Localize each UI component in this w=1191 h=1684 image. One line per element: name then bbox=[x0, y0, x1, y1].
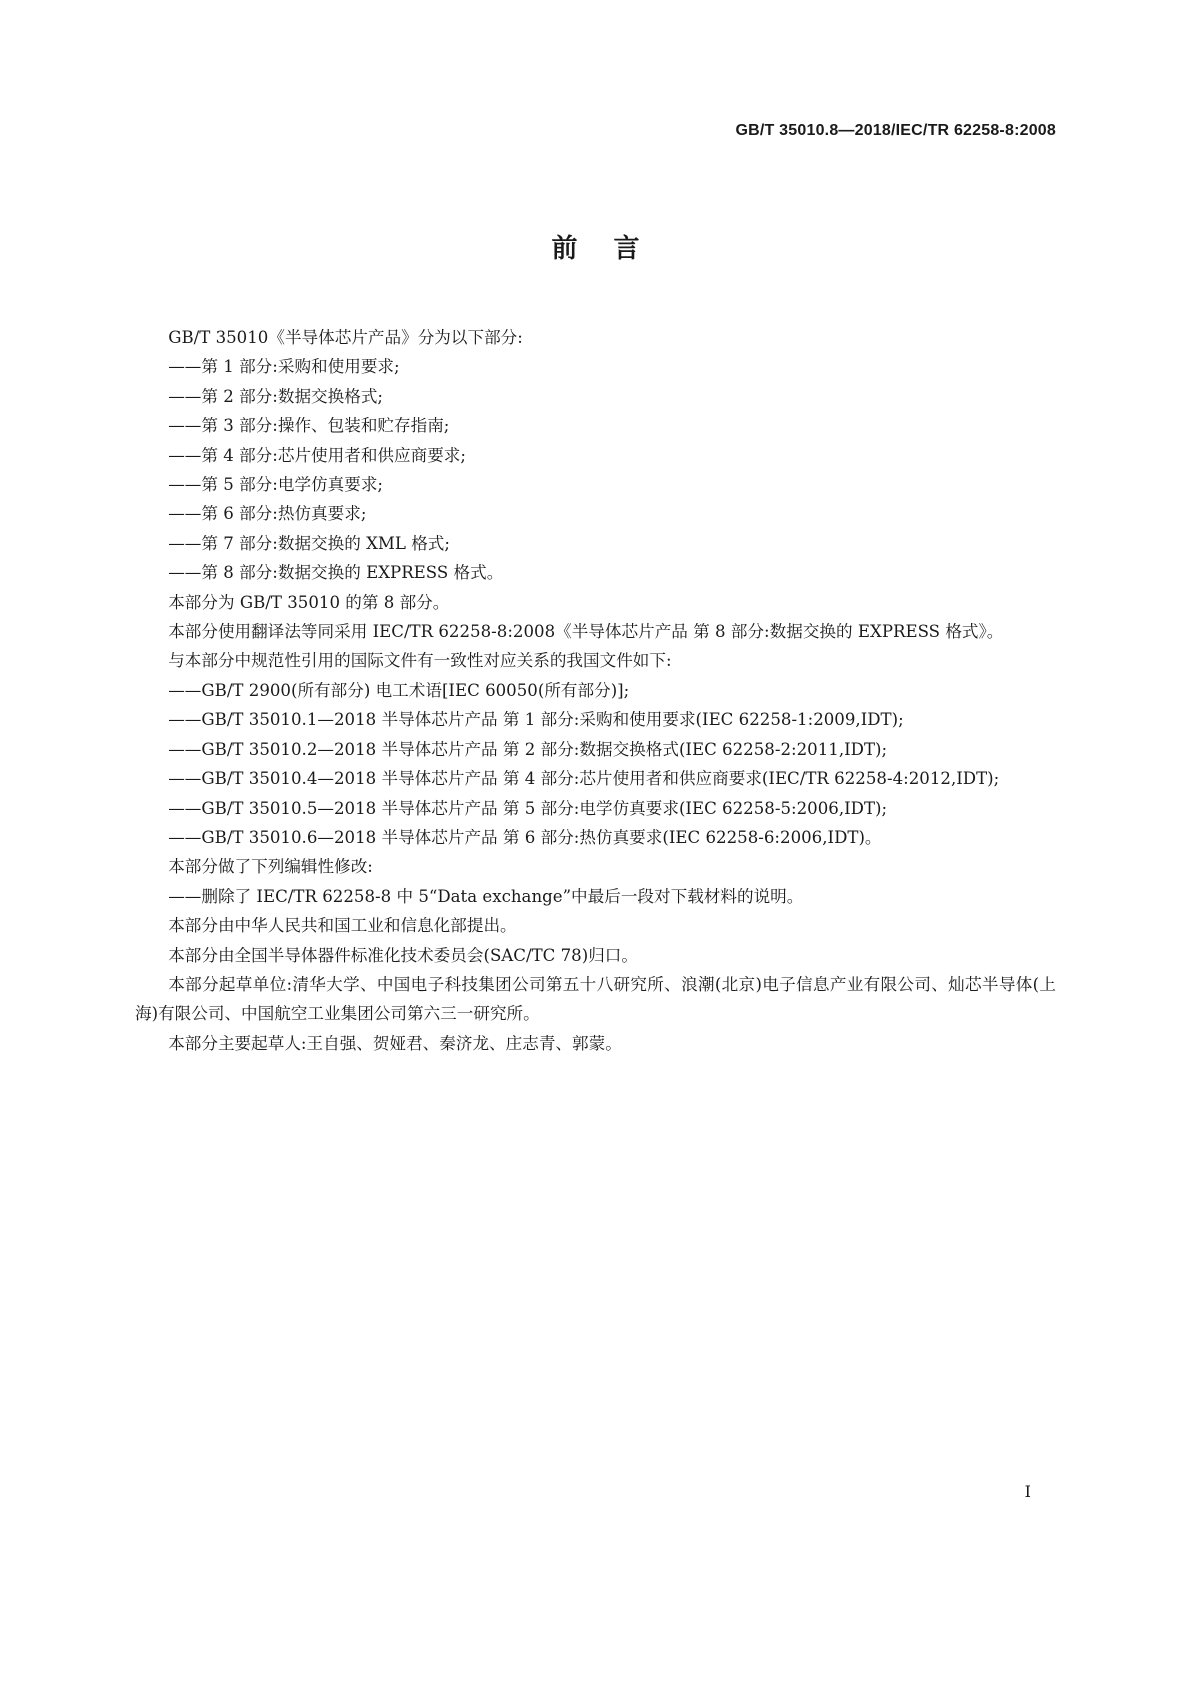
edits-intro-paragraph: 本部分做了下列编辑性修改: bbox=[168, 857, 373, 877]
committee-paragraph: 本部分由全国半导体器件标准化技术委员会(SAC/TC 78)归口。 bbox=[168, 945, 638, 965]
adoption-paragraph: 本部分使用翻译法等同采用 IEC/TR 62258-8:2008《半导体芯片产品 第 8 部分:数据交换的 EXPRESS 格式》。 bbox=[168, 622, 1004, 642]
reference-list-item: ——GB/T 35010.6—2018 半导体芯片产品 第 6 部分:热仿真要求(IEC 62258-6:2006,IDT)。 bbox=[168, 827, 882, 847]
references-intro-paragraph: 与本部分中规范性引用的国际文件有一致性对应关系的我国文件如下: bbox=[168, 651, 672, 671]
proposer-paragraph: 本部分由中华人民共和国工业和信息化部提出。 bbox=[168, 916, 517, 936]
reference-list-item: ——GB/T 35010.2—2018 半导体芯片产品 第 2 部分:数据交换格式(IEC 62258-2:2011,IDT); bbox=[168, 739, 888, 759]
part-list-item: ——第 5 部分:电学仿真要求; bbox=[168, 475, 384, 495]
foreword-body bbox=[135, 323, 1056, 1058]
part-statement-paragraph: 本部分为 GB/T 35010 的第 8 部分。 bbox=[168, 592, 450, 612]
reference-list-item: ——GB/T 2900(所有部分) 电工术语[IEC 60050(所有部分)]; bbox=[168, 680, 630, 700]
reference-list-item: ——GB/T 35010.5—2018 半导体芯片产品 第 5 部分:电学仿真要求(IEC 62258-5:2006,IDT); bbox=[168, 798, 888, 818]
standard-number-header: GB/T 35010.8—2018/IEC/TR 62258-8:2008 bbox=[735, 122, 1056, 139]
page-number: I bbox=[1024, 1482, 1031, 1501]
drafters-paragraph: 本部分主要起草人:王自强、贺娅君、秦济龙、庄志青、郭蒙。 bbox=[168, 1033, 622, 1053]
page-title: 前言 bbox=[551, 234, 676, 264]
drafting-units-paragraph: 本部分起草单位:清华大学、中国电子科技集团公司第五十八研究所、浪潮(北京)电子信息产业有限公司、灿芯半导体(上海)有限公司、中国航空工业集团公司第六三一研究所。 bbox=[135, 974, 1056, 1024]
part-list-item: ——第 3 部分:操作、包装和贮存指南; bbox=[168, 416, 450, 436]
part-list-item: ——第 7 部分:数据交换的 XML 格式; bbox=[168, 533, 450, 553]
intro-paragraph: GB/T 35010《半导体芯片产品》分为以下部分: bbox=[168, 328, 523, 347]
edit-list-item: ——删除了 IEC/TR 62258-8 中 5“Data exchange”中最后一段对下载材料的说明。 bbox=[168, 886, 804, 906]
part-list-item: ——第 8 部分:数据交换的 EXPRESS 格式。 bbox=[168, 563, 504, 583]
part-list-item: ——第 6 部分:热仿真要求; bbox=[168, 504, 367, 524]
part-list-item: ——第 1 部分:采购和使用要求; bbox=[168, 357, 400, 377]
reference-list-item: ——GB/T 35010.4—2018 半导体芯片产品 第 4 部分:芯片使用者和供应商要求(IEC/TR 62258-4:2012,IDT); bbox=[168, 769, 1000, 789]
part-list-item: ——第 2 部分:数据交换格式; bbox=[168, 386, 384, 406]
reference-list-item: ——GB/T 35010.1—2018 半导体芯片产品 第 1 部分:采购和使用要求(IEC 62258-1:2009,IDT); bbox=[168, 710, 904, 730]
part-list-item: ——第 4 部分:芯片使用者和供应商要求; bbox=[168, 445, 466, 465]
